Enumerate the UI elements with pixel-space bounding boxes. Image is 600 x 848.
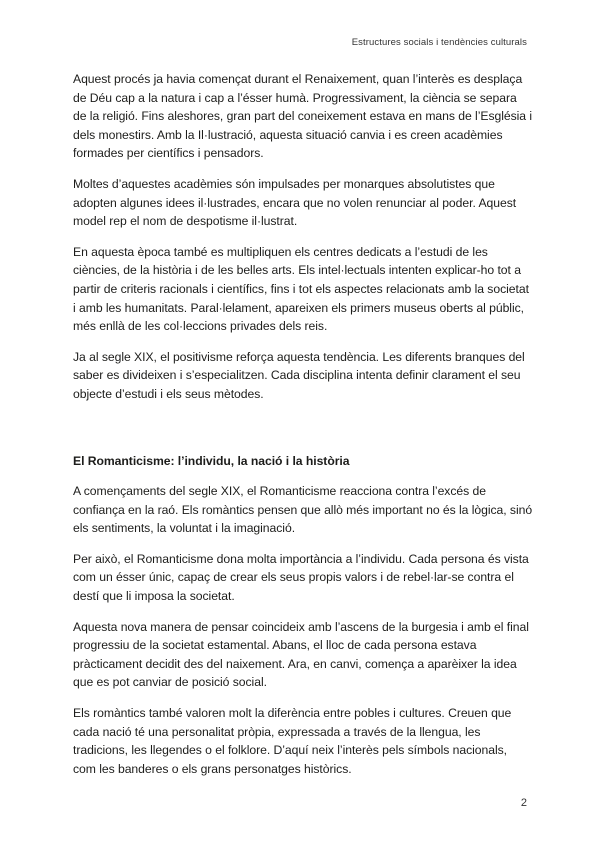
paragraph: Moltes d’aquestes acadèmies són impulsades per monarques absolutistes que adopten algunes idees il·lustrades, encara que no volen renunciar al poder. Aquest model rep el nom de despotisme il·lustrat. [73,176,517,229]
page-number: 2 [520,797,527,809]
paragraph: A començaments del segle XIX, el Romanticisme reacciona contra l’excés de confiança en la raó. Els romàntics pensen que allò més important no és la lògica, sinó els sentiments, la voluntat i la imaginació. [73,484,533,536]
paragraph: Ja al segle XIX, el positivisme reforça aquesta tendència. Les diferents branques del saber es divideixen i s’especialitzen. Cada disciplina intenta definir clarament el seu objecte d’estudi i els seus mètodes. [73,349,525,401]
paragraph: Aquest procés ja havia començat durant el Renaixement, quan l’interès es desplaça de Déu cap a la natura i cap a l’ésser humà. Progressivament, la ciència se separa de la religió. Fins aleshores, gran part del coneixement estava en mans de l’Església i dels monestirs. Amb la Il·lustració, aquesta situació canvia i es creen acadèmies formades per científics i pensadors. [73,72,533,161]
page-body [73,70,533,790]
section-heading: El Romanticisme: l’individu, la nació i la història [73,453,350,468]
paragraph: Els romàntics també valoren molt la diferència entre pobles i cultures. Creuen que cada nació té una personalitat pròpia, expressada a través de la llengua, les tradicions, les llegendes o el folklore. D’aquí neix l’interès pels símbols nacionals, com les banderes o els grans personatges històrics. [73,706,512,776]
running-header: Estructures socials i tendències culturals [351,37,527,48]
paragraph: Per això, el Romanticisme dona molta importància a l’individu. Cada persona és vista com un ésser únic, capaç de crear els seus propis valors i de rebel·lar-se contra el destí que li imposa la societat. [73,551,529,604]
paragraph: Aquesta nova manera de pensar coincideix amb l’ascens de la burgesia i amb el final progressiu de la societat estamental. Abans, el lloc de cada persona estava pràcticament decidit des del naixement. Ara, en canvi, comença a aparèixer la idea que es pot canviar de posició social. [73,619,529,690]
paragraph: En aquesta època també es multipliquen els centres dedicats a l’estudi de les ciències, de la història i de les belles arts. Els intel·lectuals intenten explicar-ho tot a partir de criteris racionals i científics, fins i tot els aspectes relacionats amb la societat i amb les humanitats. Paral·lelament, apareixen els primers museus oberts al públic, més enllà de les col·leccions privades dels reis. [73,244,529,334]
